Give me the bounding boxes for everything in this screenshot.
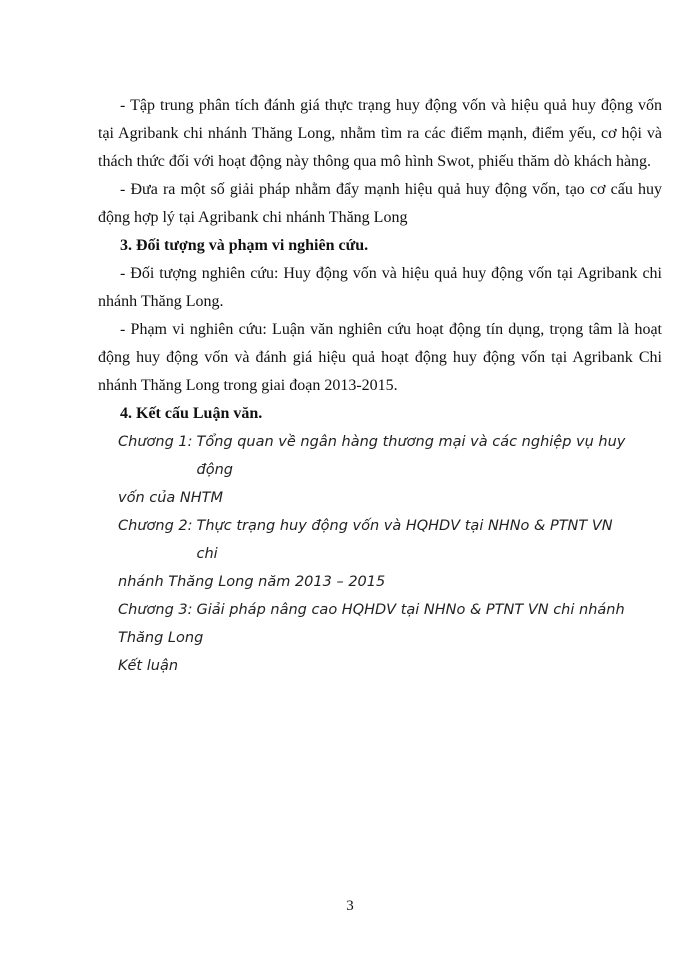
chapter-title: Thực trạng huy động vốn và HQHDV tại NHNo & PTNT VN chi xyxy=(196,518,613,562)
chapter-item-1 xyxy=(118,428,638,512)
chapter-title-continued: vốn của NHTM xyxy=(118,490,224,506)
page-number: 3 xyxy=(346,898,354,914)
chapter-title-continued: Thăng Long xyxy=(118,630,204,646)
chapter-title-continued: nhánh Thăng Long năm 2013 – 2015 xyxy=(118,574,386,590)
chapter-list xyxy=(98,428,638,680)
section-3-item-2: - Phạm vi nghiên cứu: Luận văn nghiên cứu hoạt động tín dụng, trọng tâm là hoạt động huy động vốn và đánh giá hiệu quả hoạt động huy động vốn tại Agribank Chi nhánh Thăng Long trong giai đoạn 2013-2015. xyxy=(98,321,662,394)
chapter-title: Giải pháp nâng cao HQHDV tại NHNo & PTNT VN chi nhánh xyxy=(196,602,625,618)
section-3-item-1: - Đối tượng nghiên cứu: Huy động vốn và hiệu quả huy động vốn tại Agribank chi nhánh Thăng Long. xyxy=(98,265,662,310)
section-3-heading: 3. Đối tượng và phạm vi nghiên cứu. xyxy=(120,237,369,254)
objective-paragraph-2: - Đưa ra một số giải pháp nhằm đẩy mạnh hiệu quả huy động vốn, tạo cơ cấu huy động hợp lý tại Agribank chi nhánh Thăng Long xyxy=(98,181,662,226)
chapter-item-3 xyxy=(118,596,638,652)
chapter-item-2 xyxy=(118,512,638,596)
chapter-label: Chương 3: xyxy=(118,602,193,618)
page-content xyxy=(98,92,662,680)
chapter-label: Chương 2: xyxy=(118,518,193,534)
section-4-heading: 4. Kết cấu Luận văn. xyxy=(120,405,263,422)
chapter-label: Chương 1: xyxy=(118,434,193,450)
objective-paragraph-1: - Tập trung phân tích đánh giá thực trạng huy động vốn và hiệu quả huy động vốn tại Agribank chi nhánh Thăng Long, nhằm tìm ra các điểm mạnh, điểm yếu, cơ hội và thách thức đối với hoạt động này thông qua mô hình Swot, phiếu thăm dò khách hàng. xyxy=(98,97,662,170)
conclusion-item: Kết luận xyxy=(118,658,179,674)
chapter-title: Tổng quan về ngân hàng thương mại và các nghiệp vụ huy động xyxy=(196,434,626,478)
